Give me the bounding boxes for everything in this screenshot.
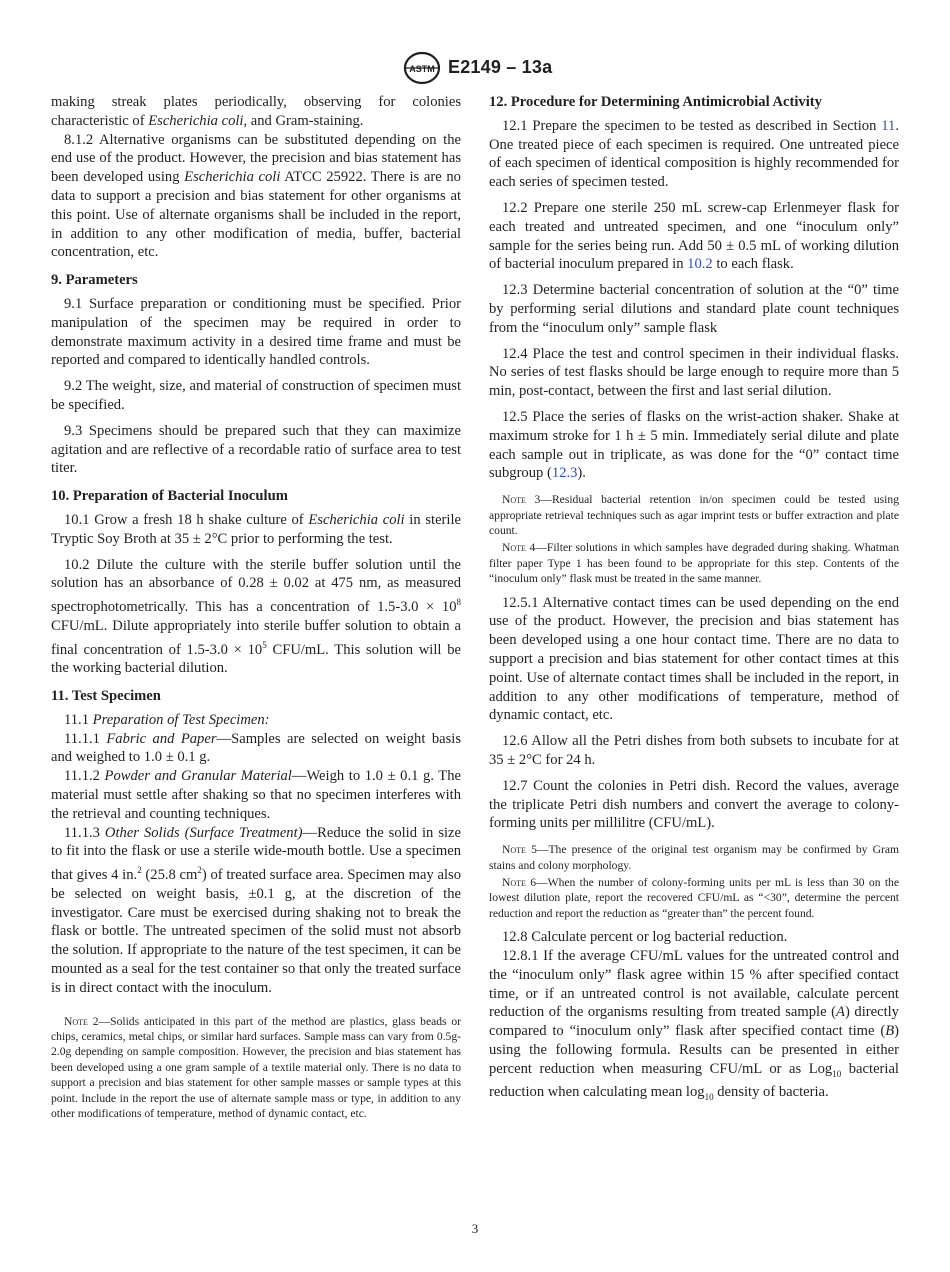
paragraph-12-5: 12.5 Place the series of flasks on the wrist-action shaker. Shake at maximum stroke for 1 h ± 5 min. Immediately serial dilute and plate each sample out in triplicate, as was done for the “0” contact time subgroup (12.3). [489,408,899,482]
paragraph-12-8-1: 12.8.1 If the average CFU/mL values for the untreated control and the “inoculum only” flask agree within 15 % after specified contact time, or if an untreated control is not available, calculate percent reduction of the organisms resulting from treated sample (A) directly compared to “inoculum only” flask after specified contact time (B) using the following formula. Results can be presented in either percent reduction when measuring CFU/mL or as Log$_{10}$ bacterial reduction when calculating mean $\log_{10}$ density of bacteria. [489,947,899,1103]
paragraph-12-6: 12.6 Allow all the Petri dishes from both subsets to incubate for at 35 ± 2°C for 24 h. [489,733,899,768]
note-4: Note 4—Filter solutions in which samples have degraded during shaking. Whatman filter paper Type 1 has been found to be appropriate for this step. Contents of the “inoculum only” flask must be treated in the same manner. [489,541,899,586]
paragraph-12-5-1: 12.5.1 Alternative contact times can be used depending on the end use of the product. However, the precision and bias statement has been developed using a one hour contact time. There are no data to support a precision and bias statement for other contact times at this point. Use of alternate contact times shall be included in the report, in addition to any other modifications of temperature, method of dynamic contact, etc. [489,594,899,724]
section-11-link[interactable]: 11 [881,117,896,134]
paragraph-12-2: 12.2 Prepare one sterile 250 mL screw-cap Erlenmeyer flask for each treated and untreated specimen, and one “inoculum only” sample for the series being run. Add 50 ± 0.5 mL of working dilution of bacterial inoculum prepared in 10.2 to each flask. [489,199,899,273]
paragraph-8-1-2: 8.1.2 Alternative organisms can be substituted depending on the end use of the product. However, the precision and bias statement has been developed using Escherichia coli ATCC 25922. There is are no data to support a precision and bias statement for other organisms at this point. Use of alternate organisms shall be included in the report, in addition to any other modification of media, buffer, bacterial concentration, etc. [51,131,461,261]
paragraph-12-3: 12.3 Determine bacterial concentration of solution at the “0” time by performing serial dilutions and standard plate count techniques from the “inoculum only” sample flask [489,282,899,336]
paragraph-12-8: 12.8 Calculate percent or log bacterial reduction. [502,929,788,946]
paragraph-9-1: 9.1 Surface preparation or conditioning must be specified. Prior manipulation of the specimen may be required in order to demonstrate maximum activity in a desired time frame and must be reported and compared to identically handled controls. [51,295,461,369]
paragraph-11-1: 11.1 Preparation of Test Specimen: [64,711,270,728]
note-3: Note 3—Residual bacterial retention in/on specimen could be tested using appropriate retrieval techniques such as agar imprint tests or buffer extraction and plate count. [489,493,899,537]
note-2: Note 2—Solids anticipated in this part of the method are plastics, glass beads or chips, ceramics, metal chips, or similar hard surfaces. Sample mass can vary from 0.5g-2.0g depending on sample composition. However, the precision and bias statement has been developed using a one gram sample of a textile material only. There is no data to support a precision and bias statement for other sample masses or sample types at this point. Include in the report the use of alternate sample mass or type, in addition to any other modifications of temperature, method of dynamic contact, etc. [51,1014,461,1121]
paragraph-9-3: 9.3 Specimens should be prepared such that they can maximize agitation and are reflective of a recordable ratio of surface area to test titer. [51,422,461,477]
paragraph-11-1-3: 11.1.3 Other Solids (Surface Treatment)—Reduce the solid in size to fit into the flask or use a sterile wide-mouth bottle. Use a specimen that gives 4 in.$^2$ (25.8 $cm^2$) of treated surface area. Specimen may also be selected on weight basis, ±0.1 g, at the discretion of the investigator. Care must be exercised during shaking not to break the flask or bottle. The untreated specimen of the solid must not absorb the solution. If appropriate to the nature of the test specimen, it can be mounted as a seal for the test container so that only the treated surface is in direct contact with the inoculum. [51,824,462,996]
paragraph-11-1-2: 11.1.2 Powder and Granular Material—Weigh to 1.0 ± 0.1 g. The material must settle after shaking so that no specimen interferes with the retrieval and counting techniques. [51,768,461,822]
paragraph-12-4: 12.4 Place the test and control specimen in their individual flasks. No series of test flasks should be large enough to require more than 5 min, post-contact, between the first and last serial dilution. [489,345,899,400]
paragraph-10-1: 10.1 Grow a fresh 18 h shake culture of Escherichia coli in sterile Tryptic Soy Broth at 35 ± 2°C prior to performing the test. [51,511,461,547]
section-10-2-link[interactable]: 10.2 [687,256,713,273]
page-header [0,50,950,90]
standard-designation: E2149 – 13a [448,57,553,77]
astm-logo-icon [402,50,442,86]
paragraph-9-2: 9.2 The weight, size, and material of construction of specimen must be specified. [51,378,461,413]
section-12-3-link[interactable]: 12.3 [551,465,578,482]
left-column [51,93,461,1121]
paragraph-8-1-1-continued: making streak plates periodically, observing for colonies characteristic of Escherichia coli, and Gram-staining. [51,94,461,129]
section-9-heading: 9. Parameters [51,272,138,289]
paragraph-12-7: 12.7 Count the colonies in Petri dish. Record the values, average the triplicate Petri dish numbers and convert the average to colony-forming units per millilitre (CFU/mL). [489,777,899,832]
paragraph-10-2: 10.2 Dilute the culture with the sterile buffer solution until the solution has an absorbance of 0.28 ± 0.02 at 475 nm, as measured spectrophotometrically. This has a concentration of $1.5-3.0 \times 10^8$ CFU/mL. Dilute appropriately into sterile buffer solution to obtain a final concentration of $1.5-3.0 \times 10^5$ CFU/mL. This solution will be the working bacterial dilution. [51,556,461,677]
svg-text:ASTM: ASTM [409,64,435,74]
right-column [489,93,899,1107]
page-number: 3 [471,1221,479,1236]
paragraph-12-1: 12.1 Prepare the specimen to be tested as described in Section 11. One treated piece of each specimen is required. One untreated piece of each specimen of identical composition is highly recommended for each series of specimen tested. [489,117,899,191]
section-11-heading: 11. Test Specimen [51,688,161,705]
section-10-heading: 10. Preparation of Bacterial Inoculum [51,488,288,505]
paragraph-11-1-1: 11.1.1 Fabric and Paper—Samples are selected on weight basis and weighed to 1.0 ± 0.1 g. [51,730,462,766]
section-12-heading: 12. Procedure for Determining Antimicrobial Activity [489,94,822,110]
note-5: Note 5—The presence of the original test organism may be confirmed by Gram stains and colony morphology. [489,843,899,872]
note-6: Note 6—When the number of colony-forming units per mL is less than 30 on the lowest dilution plate, report the recovered CFU/mL as “<30”, determine the percent reduction and report the reduction as “greater than” the percent found. [489,875,899,920]
